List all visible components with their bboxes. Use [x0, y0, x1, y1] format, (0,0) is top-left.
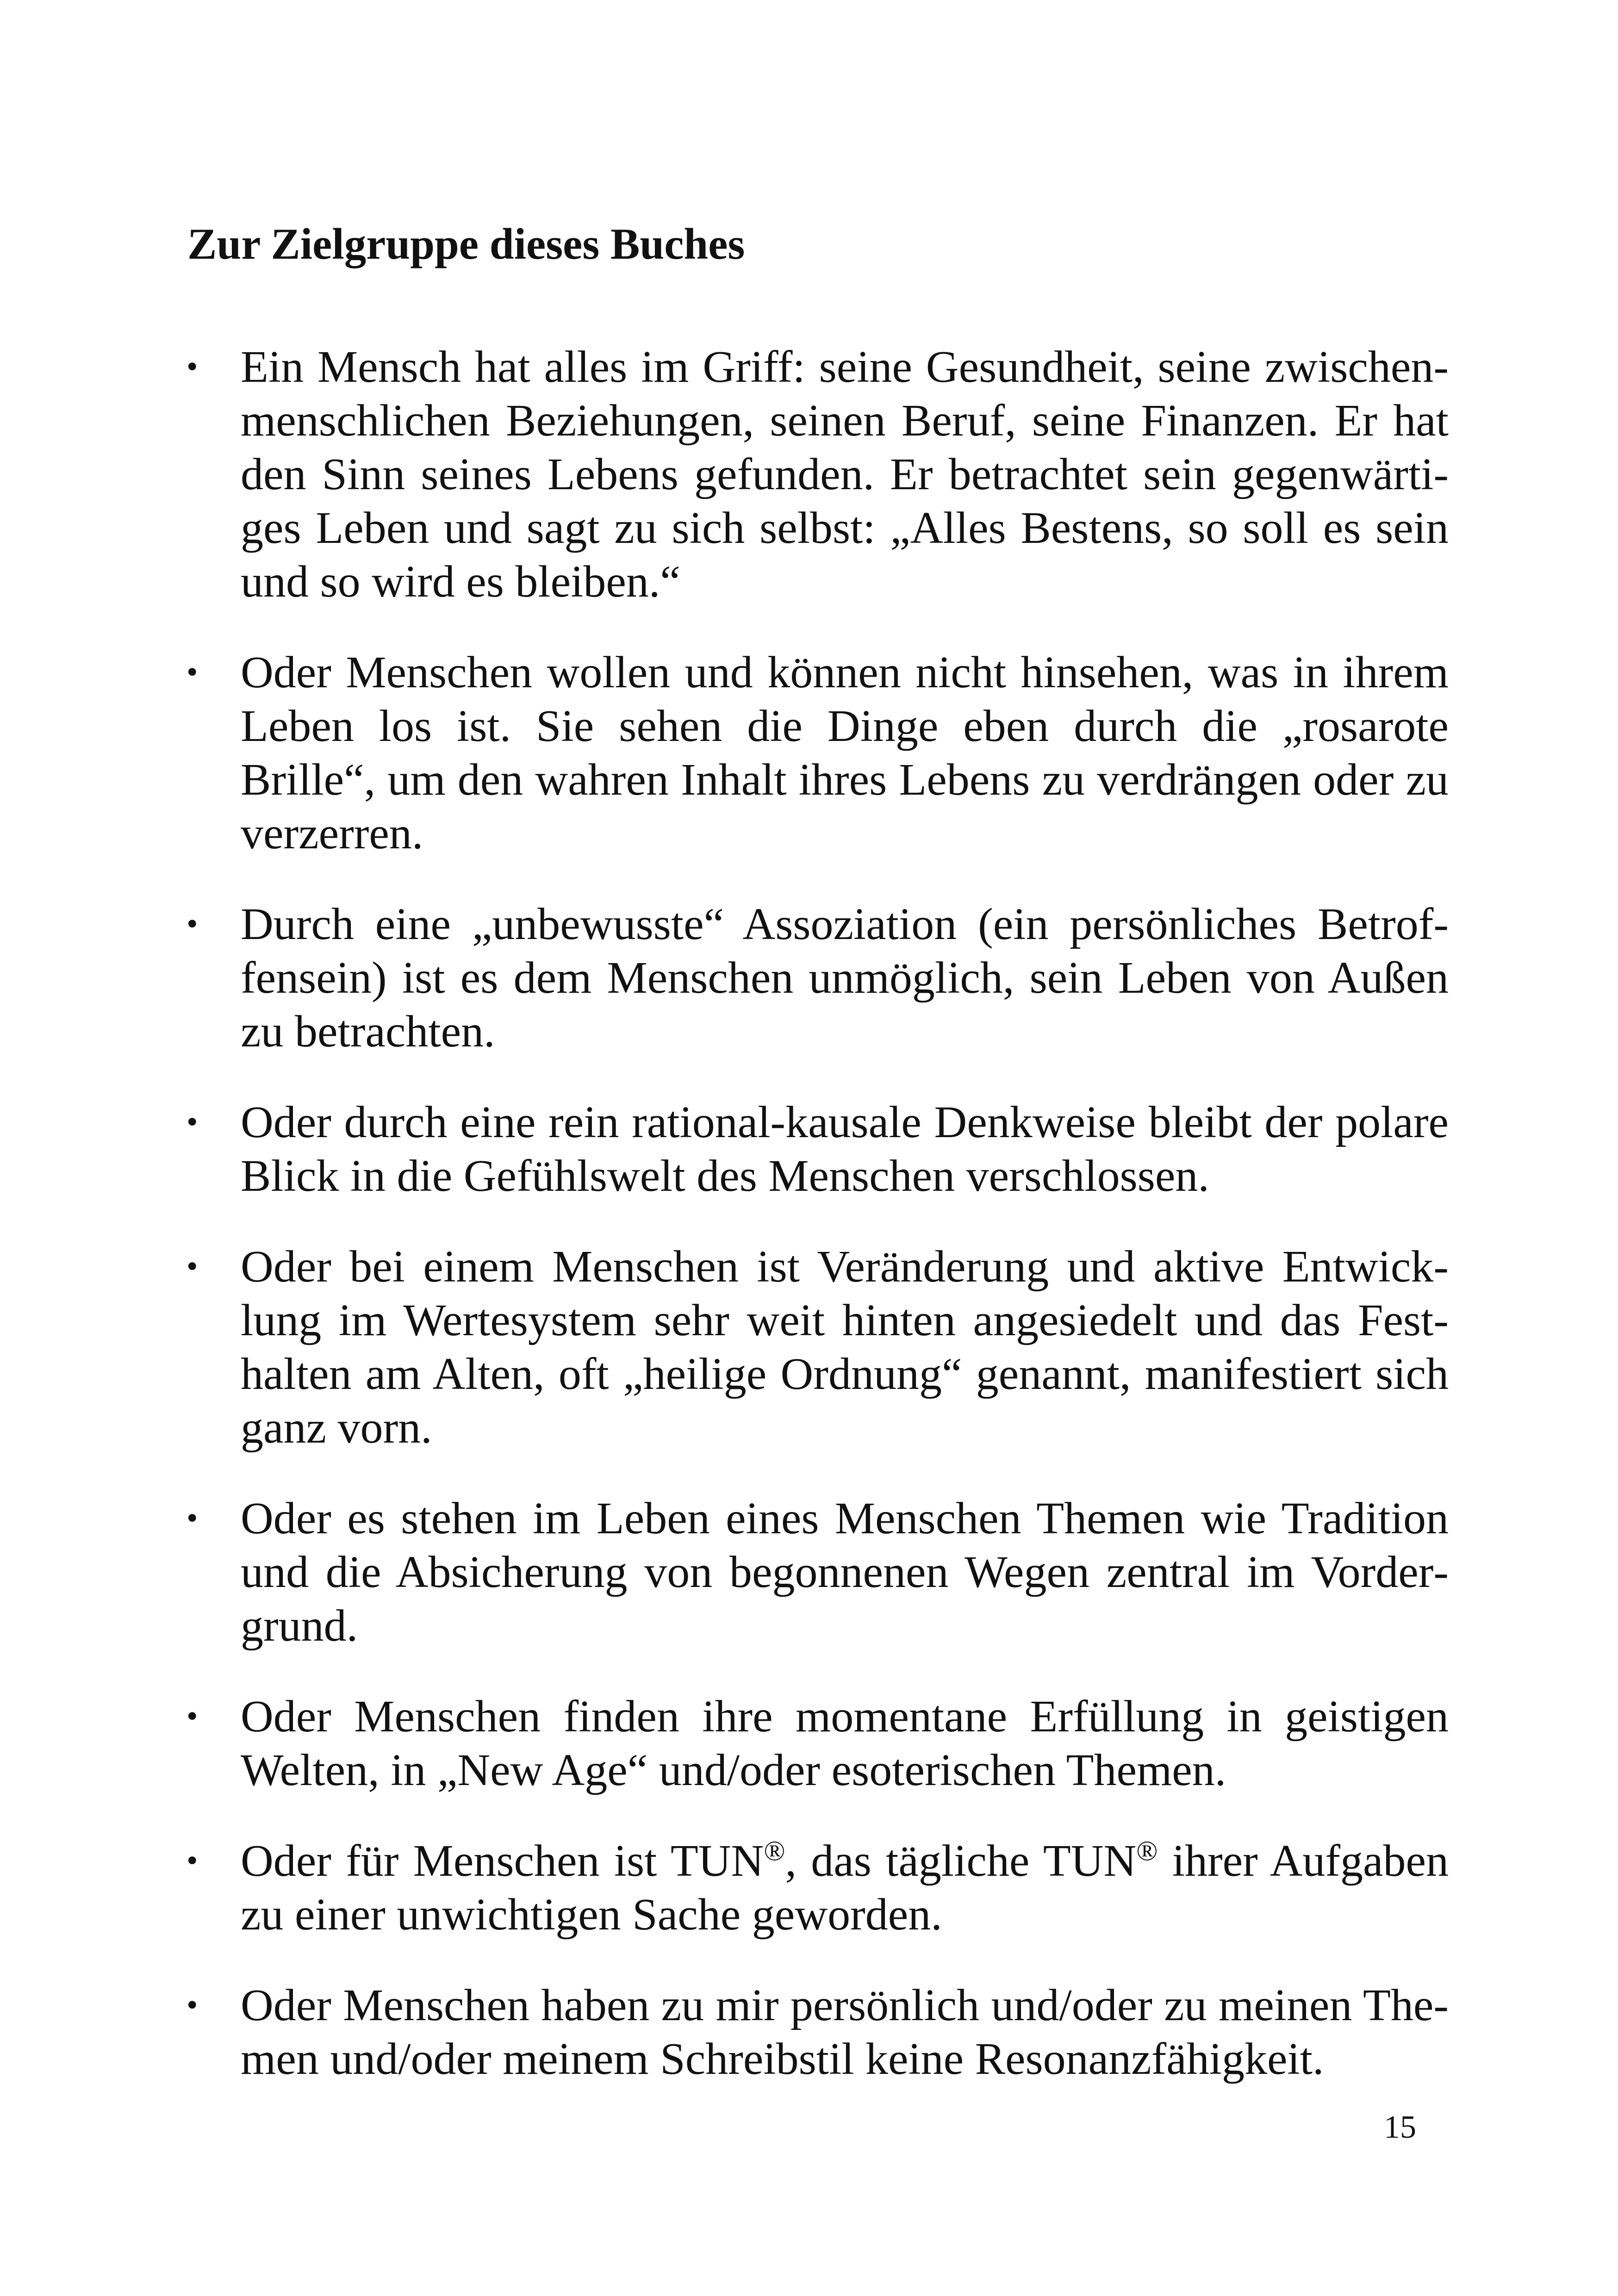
target-audience-list: [178, 340, 1449, 2123]
list-item-text: Oder Menschen haben zu mir persönlich und/oder zu meinen Themen und/oder meinem Schreibstil keine Resonanzfähigkeit.: [241, 1980, 1449, 2084]
list-item-text: Oder es stehen im Leben eines Menschen Themen wie Tradition und die Absicherung von begonnenen Wegen zentral im Vordergrund.: [241, 1493, 1449, 1651]
list-item-text: Oder bei einem Menschen ist Veränderung und aktive Entwicklung im Wertesystem sehr weit hinten angesiedelt und das Festhalten am Alten, oft „heilige Ordnung“ genannt, manifestiert sich ganz vorn.: [241, 1242, 1449, 1453]
text-segment: Oder für Menschen ist TUN: [241, 1836, 764, 1886]
bullet-icon: •: [187, 1987, 198, 2023]
list-item: [178, 1834, 1449, 1941]
bullet-icon: •: [187, 1104, 198, 1140]
list-item: [178, 1095, 1449, 1203]
list-item: [178, 1240, 1449, 1455]
page-number: 15: [1384, 2109, 1416, 2145]
list-item-text: Oder Menschen wollen und können nicht hinsehen, was in ihrem Leben los ist. Sie sehen die Dinge eben durch die „rosarote Brille“, um den wahren Inhalt ihres Lebens zu verdrängen oder zu verzerren.: [241, 647, 1449, 859]
bullet-icon: •: [187, 906, 198, 942]
list-item: [178, 340, 1449, 609]
bullet-icon: •: [187, 1699, 198, 1734]
list-item-text: [241, 1834, 1449, 1941]
bullet-icon: •: [187, 1843, 198, 1879]
list-item-text: Ein Mensch hat alles im Griff: seine Gesundheit, seine zwischenmenschlichen Beziehungen, seinen Beruf, seine Finanzen. Er hat den Sinn seines Lebens gefunden. Er betrachtet sein gegenwärtiges Leben und sagt zu sich selbst: „Alles Bestens, so soll es sein und so wird es bleiben.“: [241, 342, 1449, 607]
text-segment: , das tägliche TUN: [785, 1836, 1137, 1886]
list-item-text: Oder Menschen finden ihre momentane Erfüllung in geistigen Welten, in „New Age“ und/oder esoterischen Themen.: [241, 1692, 1449, 1795]
list-item: [178, 1979, 1449, 2086]
bullet-icon: •: [187, 1500, 198, 1536]
list-item: [178, 1492, 1449, 1653]
list-item: [178, 1690, 1449, 1797]
bullet-icon: •: [187, 349, 198, 385]
list-item-text: Oder durch eine rein rational-kausale Denkweise bleibt der polare Blick in die Gefühlswelt des Menschen verschlossen.: [241, 1097, 1449, 1201]
list-item: [178, 897, 1449, 1058]
text-segment: ihrer Aufgaben zu einer unwichtigen Sache geworden.: [241, 1836, 1449, 1940]
section-heading: Zur Zielgruppe dieses Buches: [187, 219, 745, 268]
list-item: [178, 646, 1449, 860]
registered-mark: ®: [1136, 1836, 1158, 1867]
list-item-text: Durch eine „unbewusste“ Assoziation (ein persönliches Betroffensein) ist es dem Menschen unmöglich, sein Leben von Außen zu betrachten.: [241, 899, 1449, 1057]
bullet-icon: •: [187, 654, 198, 690]
bullet-icon: •: [187, 1249, 198, 1284]
registered-mark: ®: [764, 1836, 785, 1867]
